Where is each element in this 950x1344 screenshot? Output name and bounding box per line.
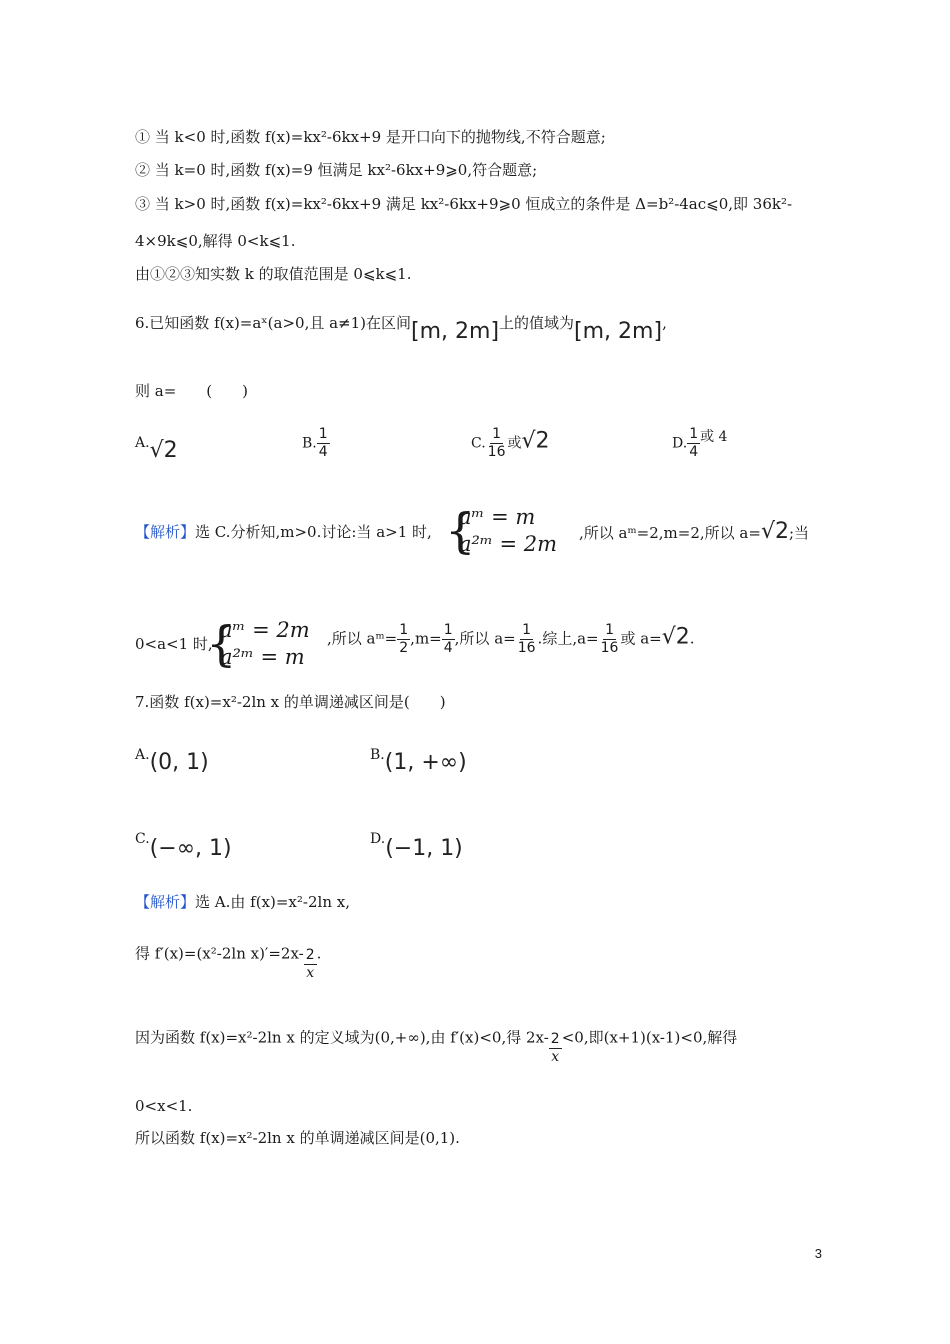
fraction bbox=[516, 622, 538, 657]
question-6-stem bbox=[135, 312, 667, 344]
page-number: 3 bbox=[814, 1246, 822, 1261]
numerator: 1 bbox=[318, 426, 328, 442]
fraction bbox=[599, 622, 621, 657]
solution-text: 选 A.由 f(x)=x²-2ln x, bbox=[195, 893, 350, 911]
analysis-tag: 【解析】 bbox=[135, 523, 196, 541]
interval-formula: [m, 2m] bbox=[411, 319, 500, 344]
option-label: D. bbox=[370, 831, 386, 847]
solution-text: ,所以 a= bbox=[454, 629, 516, 648]
numerator: 1 bbox=[492, 426, 502, 442]
solution-line bbox=[135, 522, 432, 542]
option-label: C. bbox=[471, 435, 486, 452]
fraction bbox=[304, 947, 317, 982]
sqrt-formula: √2 bbox=[760, 519, 789, 544]
text-line: ① 当 k<0 时,函数 f(x)=kx²-6kx+9 是开口向下的抛物线,不符合题意; bbox=[135, 128, 606, 146]
option-a bbox=[135, 428, 178, 463]
sqrt-formula: √2 bbox=[149, 438, 178, 463]
fraction bbox=[442, 622, 455, 657]
equation-row: a²ᵐ = 2m bbox=[459, 532, 558, 556]
question-6-ask: 则 a= ( ) bbox=[135, 382, 248, 400]
denominator: x bbox=[306, 965, 315, 981]
sqrt-formula: √2 bbox=[661, 624, 690, 650]
numerator: 2 bbox=[305, 947, 315, 963]
solution-line bbox=[327, 622, 695, 657]
equation-row: aᵐ = m bbox=[459, 505, 536, 529]
text-line: ③ 当 k>0 时,函数 f(x)=kx²-6kx+9 满足 kx²-6kx+9⩾0 恒成立的条件是 Δ=b²-4ac⩽0,即 36k²- bbox=[135, 195, 793, 213]
fraction bbox=[486, 426, 508, 461]
solution-text: 得 f′(x)=(x²-2ln x)′=2x- bbox=[135, 944, 304, 963]
option-label: B. bbox=[370, 747, 385, 763]
interval-formula: (−∞, 1) bbox=[149, 836, 232, 861]
solution-line bbox=[135, 1021, 738, 1065]
option-label: A. bbox=[135, 435, 150, 451]
solution-text: ,所以 aᵐ= bbox=[327, 629, 398, 648]
interval-formula: (1, +∞) bbox=[384, 750, 467, 775]
option-label: C. bbox=[135, 831, 150, 847]
interval-formula: (0, 1) bbox=[149, 750, 209, 775]
text-line: ② 当 k=0 时,函数 f(x)=9 恒满足 kx²-6kx+9⩾0,符合题意; bbox=[135, 161, 538, 179]
option-a bbox=[135, 740, 209, 775]
option-d bbox=[370, 824, 463, 861]
option-c bbox=[135, 824, 232, 861]
stem-text: 上的值域为 bbox=[499, 314, 575, 332]
range-formula: [m, 2m] bbox=[574, 319, 663, 344]
analysis-tag: 【解析】 bbox=[135, 893, 196, 911]
sqrt-formula: √2 bbox=[521, 428, 550, 454]
denominator: 16 bbox=[487, 444, 506, 460]
solution-line bbox=[579, 519, 810, 544]
denominator: x bbox=[551, 1049, 560, 1065]
solution-line bbox=[135, 937, 322, 981]
solution-text: ;当 bbox=[788, 524, 810, 542]
solution-text: . bbox=[316, 944, 322, 963]
equation-row: aᵐ = 2m bbox=[220, 618, 310, 642]
numerator: 1 bbox=[605, 622, 614, 638]
equation-row: a²ᵐ = m bbox=[220, 645, 305, 669]
option-label: A. bbox=[135, 747, 150, 763]
denominator: 4 bbox=[318, 444, 328, 460]
or-text: 或 4 bbox=[700, 429, 728, 445]
fraction bbox=[687, 426, 700, 461]
solution-line bbox=[135, 892, 350, 912]
option-label: B. bbox=[302, 435, 317, 452]
option-c bbox=[471, 426, 550, 461]
numerator: 1 bbox=[689, 426, 699, 442]
fraction bbox=[397, 622, 410, 657]
solution-text: . bbox=[689, 629, 695, 648]
solution-text: 因为函数 f(x)=x²-2ln x 的定义域为(0,+∞),由 f′(x)<0,得 2x- bbox=[135, 1028, 549, 1047]
interval-formula: (−1, 1) bbox=[385, 836, 463, 861]
text-line: 4×9k⩽0,解得 0<k⩽1. bbox=[135, 232, 296, 250]
solution-line: 所以函数 f(x)=x²-2ln x 的单调递减区间是(0,1). bbox=[135, 1129, 460, 1147]
solution-text: 选 C.分析知,m>0.讨论:当 a>1 时, bbox=[195, 523, 432, 541]
solution-text: ,m= bbox=[410, 629, 442, 648]
denominator: 16 bbox=[517, 640, 536, 656]
fraction bbox=[549, 1031, 562, 1066]
solution-text: <0,即(x+1)(x-1)<0,解得 bbox=[561, 1028, 738, 1047]
solution-line: 0<x<1. bbox=[135, 1097, 193, 1115]
denominator: 4 bbox=[443, 640, 453, 656]
option-b bbox=[302, 426, 330, 461]
option-label: D. bbox=[672, 435, 688, 452]
solution-text: .综上,a= bbox=[537, 629, 599, 648]
numerator: 2 bbox=[550, 1031, 560, 1047]
option-d bbox=[672, 426, 727, 461]
text-line: 由①②③知实数 k 的取值范围是 0⩽k⩽1. bbox=[135, 265, 412, 283]
denominator: 2 bbox=[399, 640, 409, 656]
denominator: 16 bbox=[600, 640, 619, 656]
stem-text: , bbox=[662, 314, 667, 332]
fraction bbox=[317, 426, 330, 461]
question-7-stem: 7.函数 f(x)=x²-2ln x 的单调递减区间是( ) bbox=[135, 693, 446, 711]
left-brace-icon: { bbox=[445, 503, 476, 559]
numerator: 1 bbox=[522, 622, 532, 638]
numerator: 1 bbox=[443, 622, 453, 638]
denominator: 4 bbox=[689, 444, 699, 460]
or-text: 或 bbox=[507, 435, 522, 452]
numerator: 1 bbox=[399, 622, 409, 638]
option-b bbox=[370, 740, 467, 775]
solution-text: ,所以 aᵐ=2,m=2,所以 a= bbox=[579, 524, 761, 542]
left-brace-icon: { bbox=[206, 616, 237, 672]
stem-text: 6.已知函数 f(x)=aˣ(a>0,且 a≠1)在区间 bbox=[135, 314, 412, 332]
solution-line: 0<a<1 时, bbox=[135, 635, 213, 653]
solution-text: 或 a= bbox=[620, 629, 662, 648]
